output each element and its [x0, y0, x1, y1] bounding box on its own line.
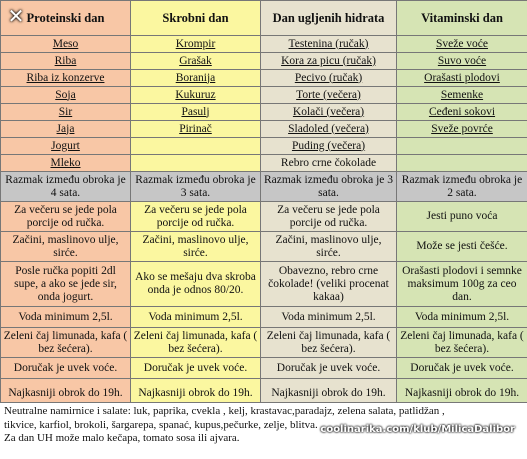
- rule-cell: Voda minimum 2,5l.: [131, 307, 261, 328]
- notes-line: Za dan UH može malo kečapa, tomato sosa ili ajvara.: [4, 432, 240, 444]
- rule-cell: Za večeru se jede pola porcije od ručka.: [1, 202, 131, 232]
- rule-cell: Ako se mešaju dva skroba onda je odnos 80/20.: [131, 262, 261, 307]
- extra-rule-row: [1, 262, 527, 307]
- food-item: Rebro crne čokolade: [261, 155, 397, 172]
- rule-cell: Obavezno, rebro crne čokolade! (veliki procenat kakaa): [261, 262, 397, 307]
- rule-cell: Najkasniji obrok do 19h.: [397, 379, 527, 409]
- food-item: Ceđeni sokovi: [397, 104, 527, 121]
- food-row: [1, 121, 527, 138]
- food-item: Suvo voće: [397, 53, 527, 70]
- food-item: Grašak: [131, 53, 261, 70]
- header-uh: Dan ugljenih hidrata: [261, 1, 397, 36]
- food-item: Semenke: [397, 87, 527, 104]
- food-item: Testenina (ručak): [261, 36, 397, 53]
- water-rule-row: [1, 307, 527, 328]
- rule-cell: Voda minimum 2,5l.: [397, 307, 527, 328]
- header-vitamin: Vitaminski dan: [397, 1, 527, 36]
- spices-rule-row: [1, 232, 527, 262]
- rule-cell: Doručak je uvek voće.: [131, 358, 261, 379]
- watermark-text: coolinarika.com/klub/MilicaDalibor: [320, 424, 515, 435]
- food-row: [1, 70, 527, 87]
- rule-cell: Zeleni čaj limunada, kafa ( bez šećera).: [131, 328, 261, 358]
- food-item: Jaja: [1, 121, 131, 138]
- rule-cell: Zeleni čaj limunada, kafa ( bez šećera).: [261, 328, 397, 358]
- rule-cell: Voda minimum 2,5l.: [1, 307, 131, 328]
- meal-interval: Razmak između obroka je 3 sata.: [261, 172, 397, 202]
- food-item: Puding (večera): [261, 138, 397, 155]
- food-row: [1, 155, 527, 172]
- food-item: Pecivo (ručak): [261, 70, 397, 87]
- rule-cell: Najkasniji obrok do 19h.: [1, 379, 131, 409]
- rule-cell: Za večeru se jede pola porcije od ručka.: [131, 202, 261, 232]
- food-row: [1, 138, 527, 155]
- breakfast-rule-row: [1, 358, 527, 379]
- food-item: Boranija: [131, 70, 261, 87]
- rule-cell: Doručak je uvek voće.: [397, 358, 527, 379]
- food-item: Riba iz konzerve: [1, 70, 131, 87]
- rule-cell: Doručak je uvek voće.: [1, 358, 131, 379]
- tea-rule-row: [1, 328, 527, 358]
- food-item: Jogurt: [1, 138, 131, 155]
- rule-cell: Zeleni čaj limunada, kafa ( bez šećera).: [397, 328, 527, 358]
- meal-interval-row: [1, 172, 527, 202]
- food-item: Kukuruz: [131, 87, 261, 104]
- food-row: [1, 36, 527, 53]
- food-item-empty: [397, 138, 527, 155]
- meal-interval: Razmak između obroka je 3 sata.: [131, 172, 261, 202]
- rule-cell: Zeleni čaj limunada, kafa ( bez šećera).: [1, 328, 131, 358]
- rule-cell: Doručak je uvek voće.: [261, 358, 397, 379]
- food-row: [1, 87, 527, 104]
- close-icon[interactable]: ✕: [7, 4, 25, 28]
- rule-cell: Može se jesti češće.: [397, 232, 527, 262]
- meal-interval: Razmak između obroka je 4 sata.: [1, 172, 131, 202]
- food-item: Sveže voće: [397, 36, 527, 53]
- rule-cell: Voda minimum 2,5l.: [261, 307, 397, 328]
- rule-cell: Najkasniji obrok do 19h.: [261, 379, 397, 409]
- dinner-rule-row: [1, 202, 527, 232]
- food-item: Riba: [1, 53, 131, 70]
- food-item: Mleko: [1, 155, 131, 172]
- rule-cell: Jesti puno voća: [397, 202, 527, 232]
- food-item: Meso: [1, 36, 131, 53]
- header-protein: Proteinski dan: [1, 1, 131, 36]
- rule-cell: Za večeru se jede pola porcije od ručka.: [261, 202, 397, 232]
- meal-interval: Razmak između obroka je 2 sata.: [397, 172, 527, 202]
- food-item: Krompir: [131, 36, 261, 53]
- food-item-empty: [397, 155, 527, 172]
- rule-cell: Začini, maslinovo ulje, sirće.: [131, 232, 261, 262]
- food-item: Torte (večera): [261, 87, 397, 104]
- food-item: Kora za picu (ručak): [261, 53, 397, 70]
- notes-line: tikvice, karfiol, brokoli, šargarepa, spanać, kupus,pečurke, zelje, blitva.: [4, 418, 318, 431]
- food-item-empty: [131, 155, 261, 172]
- food-row: [1, 53, 527, 70]
- header-row: [1, 1, 527, 36]
- food-item: Soja: [1, 87, 131, 104]
- rule-cell: Posle ručka popiti 2dl supe, a ako se jede sir, onda jogurt.: [1, 262, 131, 307]
- food-item: Pasulj: [131, 104, 261, 121]
- rule-cell: Orašasti plodovi i semnke maksimum 100g za ceo dan.: [397, 262, 527, 307]
- rule-cell: Začini, maslinovo ulje, sirće.: [1, 232, 131, 262]
- food-item: Pirinač: [131, 121, 261, 138]
- header-skrob: Skrobni dan: [131, 1, 261, 36]
- food-item: Orašasti plodovi: [397, 70, 527, 87]
- notes-line: Neutralne namirnice i salate: luk, paprika, cvekla , kelj, krastavac,paradajz, zelena salata, patlidžan ,: [4, 405, 445, 417]
- food-item-empty: [131, 138, 261, 155]
- rule-cell: Začini, maslinovo ulje, sirće.: [261, 232, 397, 262]
- food-item: Kolači (večera): [261, 104, 397, 121]
- rule-cell: Najkasniji obrok do 19h.: [131, 379, 261, 409]
- food-item: Sveže povrće: [397, 121, 527, 138]
- food-item: Sladoled (večera): [261, 121, 397, 138]
- food-row: [1, 104, 527, 121]
- food-item: Sir: [1, 104, 131, 121]
